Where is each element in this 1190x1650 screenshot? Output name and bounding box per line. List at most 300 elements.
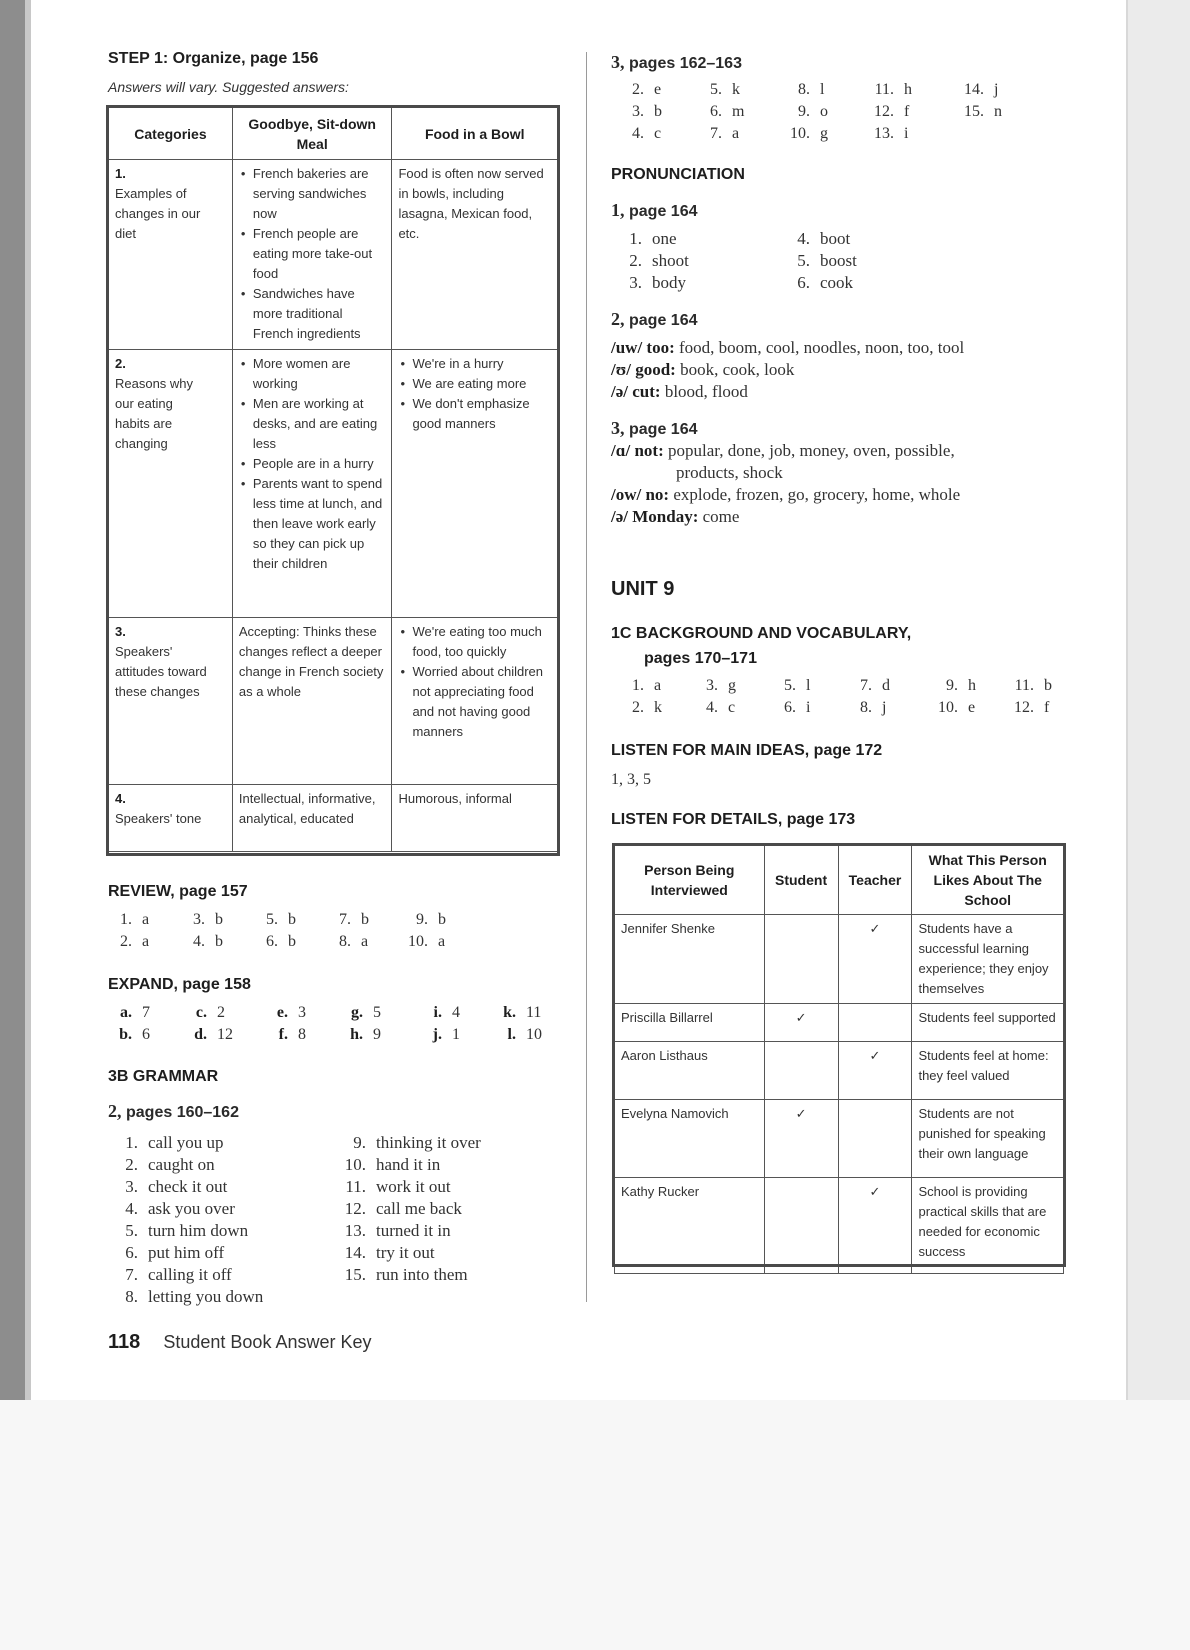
teacher-check: ✓ — [838, 1178, 912, 1274]
item-answer: k — [732, 81, 740, 98]
item-number: 2. — [632, 699, 644, 716]
pron3-line — [676, 463, 783, 483]
header-person: Person Being Interviewed — [615, 846, 765, 915]
background-item — [692, 677, 736, 695]
expand-item — [108, 1004, 150, 1022]
col3-list — [398, 622, 551, 742]
likes-text: Students feel at home: they feel valued — [912, 1042, 1064, 1100]
item-answer: a — [654, 677, 662, 694]
grammar-item — [340, 1265, 468, 1285]
sound-words: come — [702, 507, 740, 526]
person-name: Evelyna Namovich — [615, 1100, 765, 1178]
item-answer: l — [820, 81, 825, 98]
item-answer: 6 — [142, 1026, 150, 1043]
grammar-item — [340, 1243, 435, 1263]
item-answer: b — [438, 911, 446, 928]
col2-bullet: • People are in a hurry — [253, 454, 386, 474]
item-answer: b — [215, 911, 223, 928]
col2-cell — [232, 785, 392, 852]
item-answer: 2 — [217, 1004, 225, 1021]
pron3-sub-num: 3, — [611, 418, 625, 438]
item-number: h. — [350, 1026, 363, 1043]
details-heading: LISTEN FOR DETAILS, page 173 — [611, 811, 856, 828]
sec3-item — [868, 103, 909, 121]
expand-item — [264, 1026, 306, 1044]
item-answer: d — [882, 677, 890, 694]
item-number: 8. — [125, 1287, 138, 1306]
item-answer: j — [994, 81, 999, 98]
background-item — [846, 699, 886, 717]
item-number: 3. — [193, 911, 205, 928]
person-name: Jennifer Shenke — [615, 915, 765, 1004]
item-number: 3. — [629, 273, 642, 292]
item-answer: c — [654, 125, 662, 142]
main-ideas-heading: LISTEN FOR MAIN IDEAS, page 172 — [611, 742, 883, 759]
likes-text: Students are not punished for speaking their own language — [912, 1100, 1064, 1178]
category-label: Reasons why our eating habits are changing — [115, 376, 194, 451]
header-likes: What This Person Likes About The School — [912, 846, 1064, 915]
sec3-sub-num: 3, — [611, 52, 625, 72]
item-answer: a — [142, 933, 150, 950]
item-answer: f — [904, 103, 910, 120]
item-number: 1. — [125, 1133, 138, 1152]
item-answer: j — [882, 699, 887, 716]
sec3-item — [696, 103, 744, 121]
col2-bullet: • French bakeries are serving sandwiches now — [253, 164, 386, 224]
item-number: 10. — [790, 125, 810, 142]
review-item — [327, 911, 369, 929]
col2-cell — [232, 618, 392, 785]
item-answer: body — [652, 273, 686, 292]
item-number: 5. — [125, 1221, 138, 1240]
item-answer: work it out — [376, 1177, 451, 1196]
pron2-line — [611, 338, 964, 358]
student-check — [764, 1042, 838, 1100]
item-number: 14. — [964, 81, 984, 98]
expand-item — [418, 1004, 460, 1022]
item-answer: n — [994, 103, 1002, 120]
review-heading: REVIEW, page 157 — [108, 883, 248, 900]
review-item — [404, 933, 445, 951]
item-number: g. — [351, 1004, 363, 1021]
category-label: Speakers' attitudes toward these changes — [115, 644, 207, 699]
item-number: 2. — [629, 251, 642, 270]
pron1-sub-num: 1, — [611, 200, 625, 220]
student-check — [764, 1178, 838, 1274]
scan-edge-left-inner — [25, 0, 31, 1400]
item-number: 4. — [632, 125, 644, 142]
pron1-item — [786, 229, 850, 249]
sec3-item — [696, 125, 739, 143]
category-number: 3. — [115, 624, 126, 639]
col3-list — [398, 354, 551, 434]
review-item — [327, 933, 368, 951]
item-answer: b — [654, 103, 662, 120]
item-answer: put him off — [148, 1243, 225, 1262]
unit-title: UNIT 9 — [611, 578, 675, 600]
likes-text: School is providing practical skills that are needed for economic success — [912, 1178, 1064, 1274]
item-answer: 4 — [452, 1004, 460, 1021]
category-number: 2. — [115, 356, 126, 371]
pron3-subheading — [611, 418, 697, 439]
sec3-item — [696, 81, 740, 99]
review-item — [108, 933, 149, 951]
col3-cell — [392, 350, 558, 618]
item-answer: ask you over — [148, 1199, 235, 1218]
col3-bullet: • We are eating more — [412, 374, 551, 394]
sound-words: blood, flood — [664, 382, 748, 401]
pron3-line — [611, 441, 955, 461]
item-answer: i — [806, 699, 811, 716]
item-number: 10. — [344, 1155, 366, 1174]
sec3-item — [618, 125, 661, 143]
step1-row — [109, 160, 558, 350]
category-number: 4. — [115, 791, 126, 806]
item-answer: cook — [820, 273, 854, 292]
col2-bullet: • Men are working at desks, and are eating less — [253, 394, 386, 454]
item-number: 3. — [706, 677, 718, 694]
details-table — [614, 845, 1064, 1274]
header-categories: Categories — [109, 108, 233, 160]
pron1-item — [618, 273, 686, 293]
item-number: k. — [503, 1004, 516, 1021]
item-number: 13. — [874, 125, 894, 142]
item-number: 4. — [797, 229, 810, 248]
category-label: Speakers' tone — [115, 811, 202, 826]
item-answer: 8 — [298, 1026, 306, 1043]
item-answer: a — [438, 933, 446, 950]
step1-note: Answers will vary. Suggested answers: — [108, 79, 349, 95]
expand-item — [183, 1026, 233, 1044]
item-number: c. — [195, 1004, 207, 1021]
sound-words: explode, frozen, go, grocery, home, whole — [673, 485, 961, 504]
background-item — [932, 699, 975, 717]
item-answer: 3 — [298, 1004, 306, 1021]
grammar-item — [112, 1287, 263, 1307]
item-answer: b — [1044, 677, 1052, 694]
expand-item — [418, 1026, 460, 1044]
item-number: 11. — [874, 81, 894, 98]
item-answer: boot — [820, 229, 851, 248]
student-check: ✓ — [764, 1100, 838, 1178]
grammar-item — [340, 1155, 440, 1175]
pron2-sub-page: page 164 — [629, 312, 698, 329]
sound-words: book, cook, look — [680, 360, 795, 379]
col2-cell — [232, 160, 392, 350]
col3-cell — [392, 785, 558, 852]
background-item — [846, 677, 890, 695]
category-label: Examples of changes in our diet — [115, 186, 201, 241]
sec3-item — [868, 125, 908, 143]
sec3-item — [868, 81, 912, 99]
item-number: 2. — [125, 1155, 138, 1174]
background-item — [1008, 677, 1052, 695]
item-number: 4. — [125, 1199, 138, 1218]
student-check: ✓ — [764, 1004, 838, 1042]
grammar-item — [112, 1133, 224, 1153]
expand-item — [264, 1004, 306, 1022]
pron3-sub-page: page 164 — [629, 421, 698, 438]
item-number: 9. — [416, 911, 428, 928]
item-answer: 5 — [373, 1004, 381, 1021]
background-item — [770, 677, 810, 695]
item-number: 6. — [784, 699, 796, 716]
item-number: 1. — [629, 229, 642, 248]
student-check — [764, 915, 838, 1004]
teacher-check: ✓ — [838, 915, 912, 1004]
pron1-sub-page: page 164 — [629, 203, 698, 220]
person-name: Aaron Listhaus — [615, 1042, 765, 1100]
grammar-sub-page: pages 160–162 — [126, 1104, 239, 1121]
column-divider — [586, 52, 587, 1302]
col3-text: Food is often now served in bowls, including lasagna, Mexican food, etc. — [398, 166, 544, 241]
expand-item — [183, 1004, 225, 1022]
background-item — [692, 699, 735, 717]
item-answer: i — [904, 125, 909, 142]
pronunciation-heading: PRONUNCIATION — [611, 166, 745, 183]
step1-row — [109, 618, 558, 785]
item-answer: 12 — [217, 1026, 233, 1043]
page-number: 118 — [108, 1331, 141, 1353]
likes-text: Students feel supported — [912, 1004, 1064, 1042]
footer-title: Student Book Answer Key — [163, 1332, 372, 1352]
col2-cell — [232, 350, 392, 618]
sound-words: food, boom, cool, noodles, noon, too, tool — [679, 338, 965, 357]
teacher-check: ✓ — [838, 1042, 912, 1100]
sound-label: /ə/ cut: — [611, 382, 661, 401]
sec3-item — [784, 103, 828, 121]
pron1-item — [786, 251, 857, 271]
pron3-line — [611, 507, 739, 527]
review-item — [181, 933, 223, 951]
grammar-item — [340, 1199, 462, 1219]
item-answer: try it out — [376, 1243, 435, 1262]
col2-bullet: • More women are working — [253, 354, 386, 394]
item-answer: e — [654, 81, 662, 98]
item-number: 7. — [125, 1265, 138, 1284]
item-answer: call you up — [148, 1133, 224, 1152]
item-number: 13. — [344, 1221, 366, 1240]
grammar-item — [112, 1265, 232, 1285]
item-answer: g — [820, 125, 828, 142]
details-row — [615, 1178, 1064, 1274]
pron2-subheading — [611, 309, 697, 330]
grammar-item — [340, 1221, 451, 1241]
item-answer: caught on — [148, 1155, 215, 1174]
item-answer: 9 — [373, 1026, 381, 1043]
scan-edge-right — [1128, 0, 1190, 1400]
item-number: i. — [433, 1004, 442, 1021]
item-number: 2. — [632, 81, 644, 98]
col3-bullet: • We don't emphasize good manners — [412, 394, 551, 434]
item-answer: 7 — [142, 1004, 150, 1021]
item-number: l. — [507, 1026, 516, 1043]
item-number: 4. — [706, 699, 718, 716]
item-number: 2. — [120, 933, 132, 950]
sec3-sub-page: pages 162–163 — [629, 55, 742, 72]
sound-words: products, shock — [676, 463, 783, 482]
item-answer: g — [728, 677, 736, 694]
grammar-item — [340, 1177, 451, 1197]
item-answer: c — [728, 699, 736, 716]
grammar-item — [112, 1199, 235, 1219]
pron1-item — [786, 273, 853, 293]
expand-item — [339, 1026, 381, 1044]
col2-bullet: • French people are eating more take-out food — [253, 224, 386, 284]
item-number: 7. — [860, 677, 872, 694]
item-answer: a — [361, 933, 369, 950]
col2-bullet: • Parents want to spend less time at lunch, and then leave work early so they can pick up their children — [253, 474, 386, 574]
header-student: Student — [764, 846, 838, 915]
item-answer: shoot — [652, 251, 689, 270]
item-answer: a — [732, 125, 740, 142]
item-answer: b — [361, 911, 369, 928]
page-footer — [108, 1331, 371, 1354]
category-cell — [109, 160, 233, 350]
item-number: 5. — [784, 677, 796, 694]
item-number: j. — [432, 1026, 442, 1043]
item-answer: calling it off — [148, 1265, 232, 1284]
step1-table — [108, 107, 558, 852]
item-number: f. — [278, 1026, 288, 1043]
grammar-item — [112, 1155, 215, 1175]
step1-row — [109, 785, 558, 852]
review-item — [254, 933, 296, 951]
scan-edge-left — [0, 0, 25, 1400]
grammar-item — [340, 1133, 481, 1153]
pron1-item — [618, 229, 677, 249]
sound-label: /ɑ/ not: — [611, 441, 664, 460]
pron1-subheading — [611, 200, 697, 221]
pron2-line — [611, 360, 794, 380]
sound-label: /ʊ/ good: — [611, 360, 676, 379]
sound-label: /ow/ no: — [611, 485, 670, 504]
item-number: 10. — [938, 699, 958, 716]
person-name: Priscilla Billarrel — [615, 1004, 765, 1042]
item-number: 10. — [408, 933, 428, 950]
item-answer: boost — [820, 251, 857, 270]
item-answer: hand it in — [376, 1155, 441, 1174]
col3-cell — [392, 618, 558, 785]
grammar-item — [112, 1243, 224, 1263]
item-answer: letting you down — [148, 1287, 264, 1306]
item-answer: k — [654, 699, 662, 716]
review-item — [404, 911, 446, 929]
item-answer: check it out — [148, 1177, 228, 1196]
item-number: 7. — [339, 911, 351, 928]
sec3-item — [618, 103, 662, 121]
sound-label: /uw/ too: — [611, 338, 675, 357]
category-cell — [109, 618, 233, 785]
teacher-check — [838, 1100, 912, 1178]
likes-text: Students have a successful learning experience; they enjoy themselves — [912, 915, 1064, 1004]
pron1-item — [618, 251, 689, 271]
item-number: 11. — [345, 1177, 366, 1196]
expand-item — [492, 1004, 541, 1022]
item-number: 6. — [125, 1243, 138, 1262]
item-answer: turned it in — [376, 1221, 451, 1240]
item-number: 3. — [125, 1177, 138, 1196]
header-food-bowl: Food in a Bowl — [392, 108, 558, 160]
header-teacher: Teacher — [838, 846, 912, 915]
sec3-item — [784, 125, 828, 143]
details-row — [615, 1100, 1064, 1178]
background-pages: pages 170–171 — [644, 650, 757, 667]
col3-text: Humorous, informal — [398, 791, 512, 806]
col3-bullet: • We're in a hurry — [412, 354, 551, 374]
expand-heading: EXPAND, page 158 — [108, 976, 251, 993]
background-item — [1008, 699, 1049, 717]
item-answer: h — [968, 677, 976, 694]
item-answer: b — [215, 933, 223, 950]
person-name: Kathy Rucker — [615, 1178, 765, 1274]
item-answer: 10 — [526, 1026, 542, 1043]
review-item — [108, 911, 149, 929]
item-answer: b — [288, 911, 296, 928]
main-ideas-answer: 1, 3, 5 — [611, 771, 651, 788]
item-number: 15. — [964, 103, 984, 120]
category-cell — [109, 350, 233, 618]
item-number: 7. — [710, 125, 722, 142]
item-answer: turn him down — [148, 1221, 249, 1240]
item-answer: m — [732, 103, 745, 120]
item-number: 12. — [874, 103, 894, 120]
item-answer: h — [904, 81, 912, 98]
item-number: 14. — [344, 1243, 366, 1262]
col3-cell — [392, 160, 558, 350]
col2-bullet: • Sandwiches have more traditional French ingredients — [253, 284, 386, 344]
item-number: e. — [276, 1004, 288, 1021]
pron2-line — [611, 382, 748, 402]
background-heading: 1C BACKGROUND AND VOCABULARY, — [611, 625, 912, 642]
item-number: 6. — [266, 933, 278, 950]
item-number: 5. — [797, 251, 810, 270]
grammar-item — [112, 1221, 248, 1241]
category-number: 1. — [115, 166, 126, 181]
background-item — [770, 699, 810, 717]
item-answer: f — [1044, 699, 1050, 716]
item-number: 12. — [1014, 699, 1034, 716]
col2-list — [239, 354, 386, 574]
sec3-item — [618, 81, 661, 99]
step1-row — [109, 350, 558, 618]
item-number: 1. — [632, 677, 644, 694]
col3-bullet: • We're eating too much food, too quickly — [412, 622, 551, 662]
step1-heading: STEP 1: Organize, page 156 — [108, 50, 319, 67]
sec3-item — [958, 81, 998, 99]
item-number: b. — [119, 1026, 132, 1043]
item-number: 8. — [860, 699, 872, 716]
teacher-check — [838, 1004, 912, 1042]
item-answer: call me back — [376, 1199, 462, 1218]
item-number: 9. — [353, 1133, 366, 1152]
item-answer: a — [142, 911, 150, 928]
item-answer: thinking it over — [376, 1133, 481, 1152]
item-number: 6. — [710, 103, 722, 120]
item-number: 6. — [797, 273, 810, 292]
expand-item — [492, 1026, 542, 1044]
item-number: 9. — [946, 677, 958, 694]
details-row — [615, 915, 1064, 1004]
item-number: 11. — [1014, 677, 1034, 694]
col2-text: Intellectual, informative, analytical, educated — [238, 791, 376, 826]
item-answer: l — [806, 677, 811, 694]
header-goodbye: Goodbye, Sit-down Meal — [232, 108, 392, 160]
pron3-line — [611, 485, 960, 505]
item-number: 8. — [798, 81, 810, 98]
item-answer: e — [968, 699, 976, 716]
item-number: 3. — [632, 103, 644, 120]
